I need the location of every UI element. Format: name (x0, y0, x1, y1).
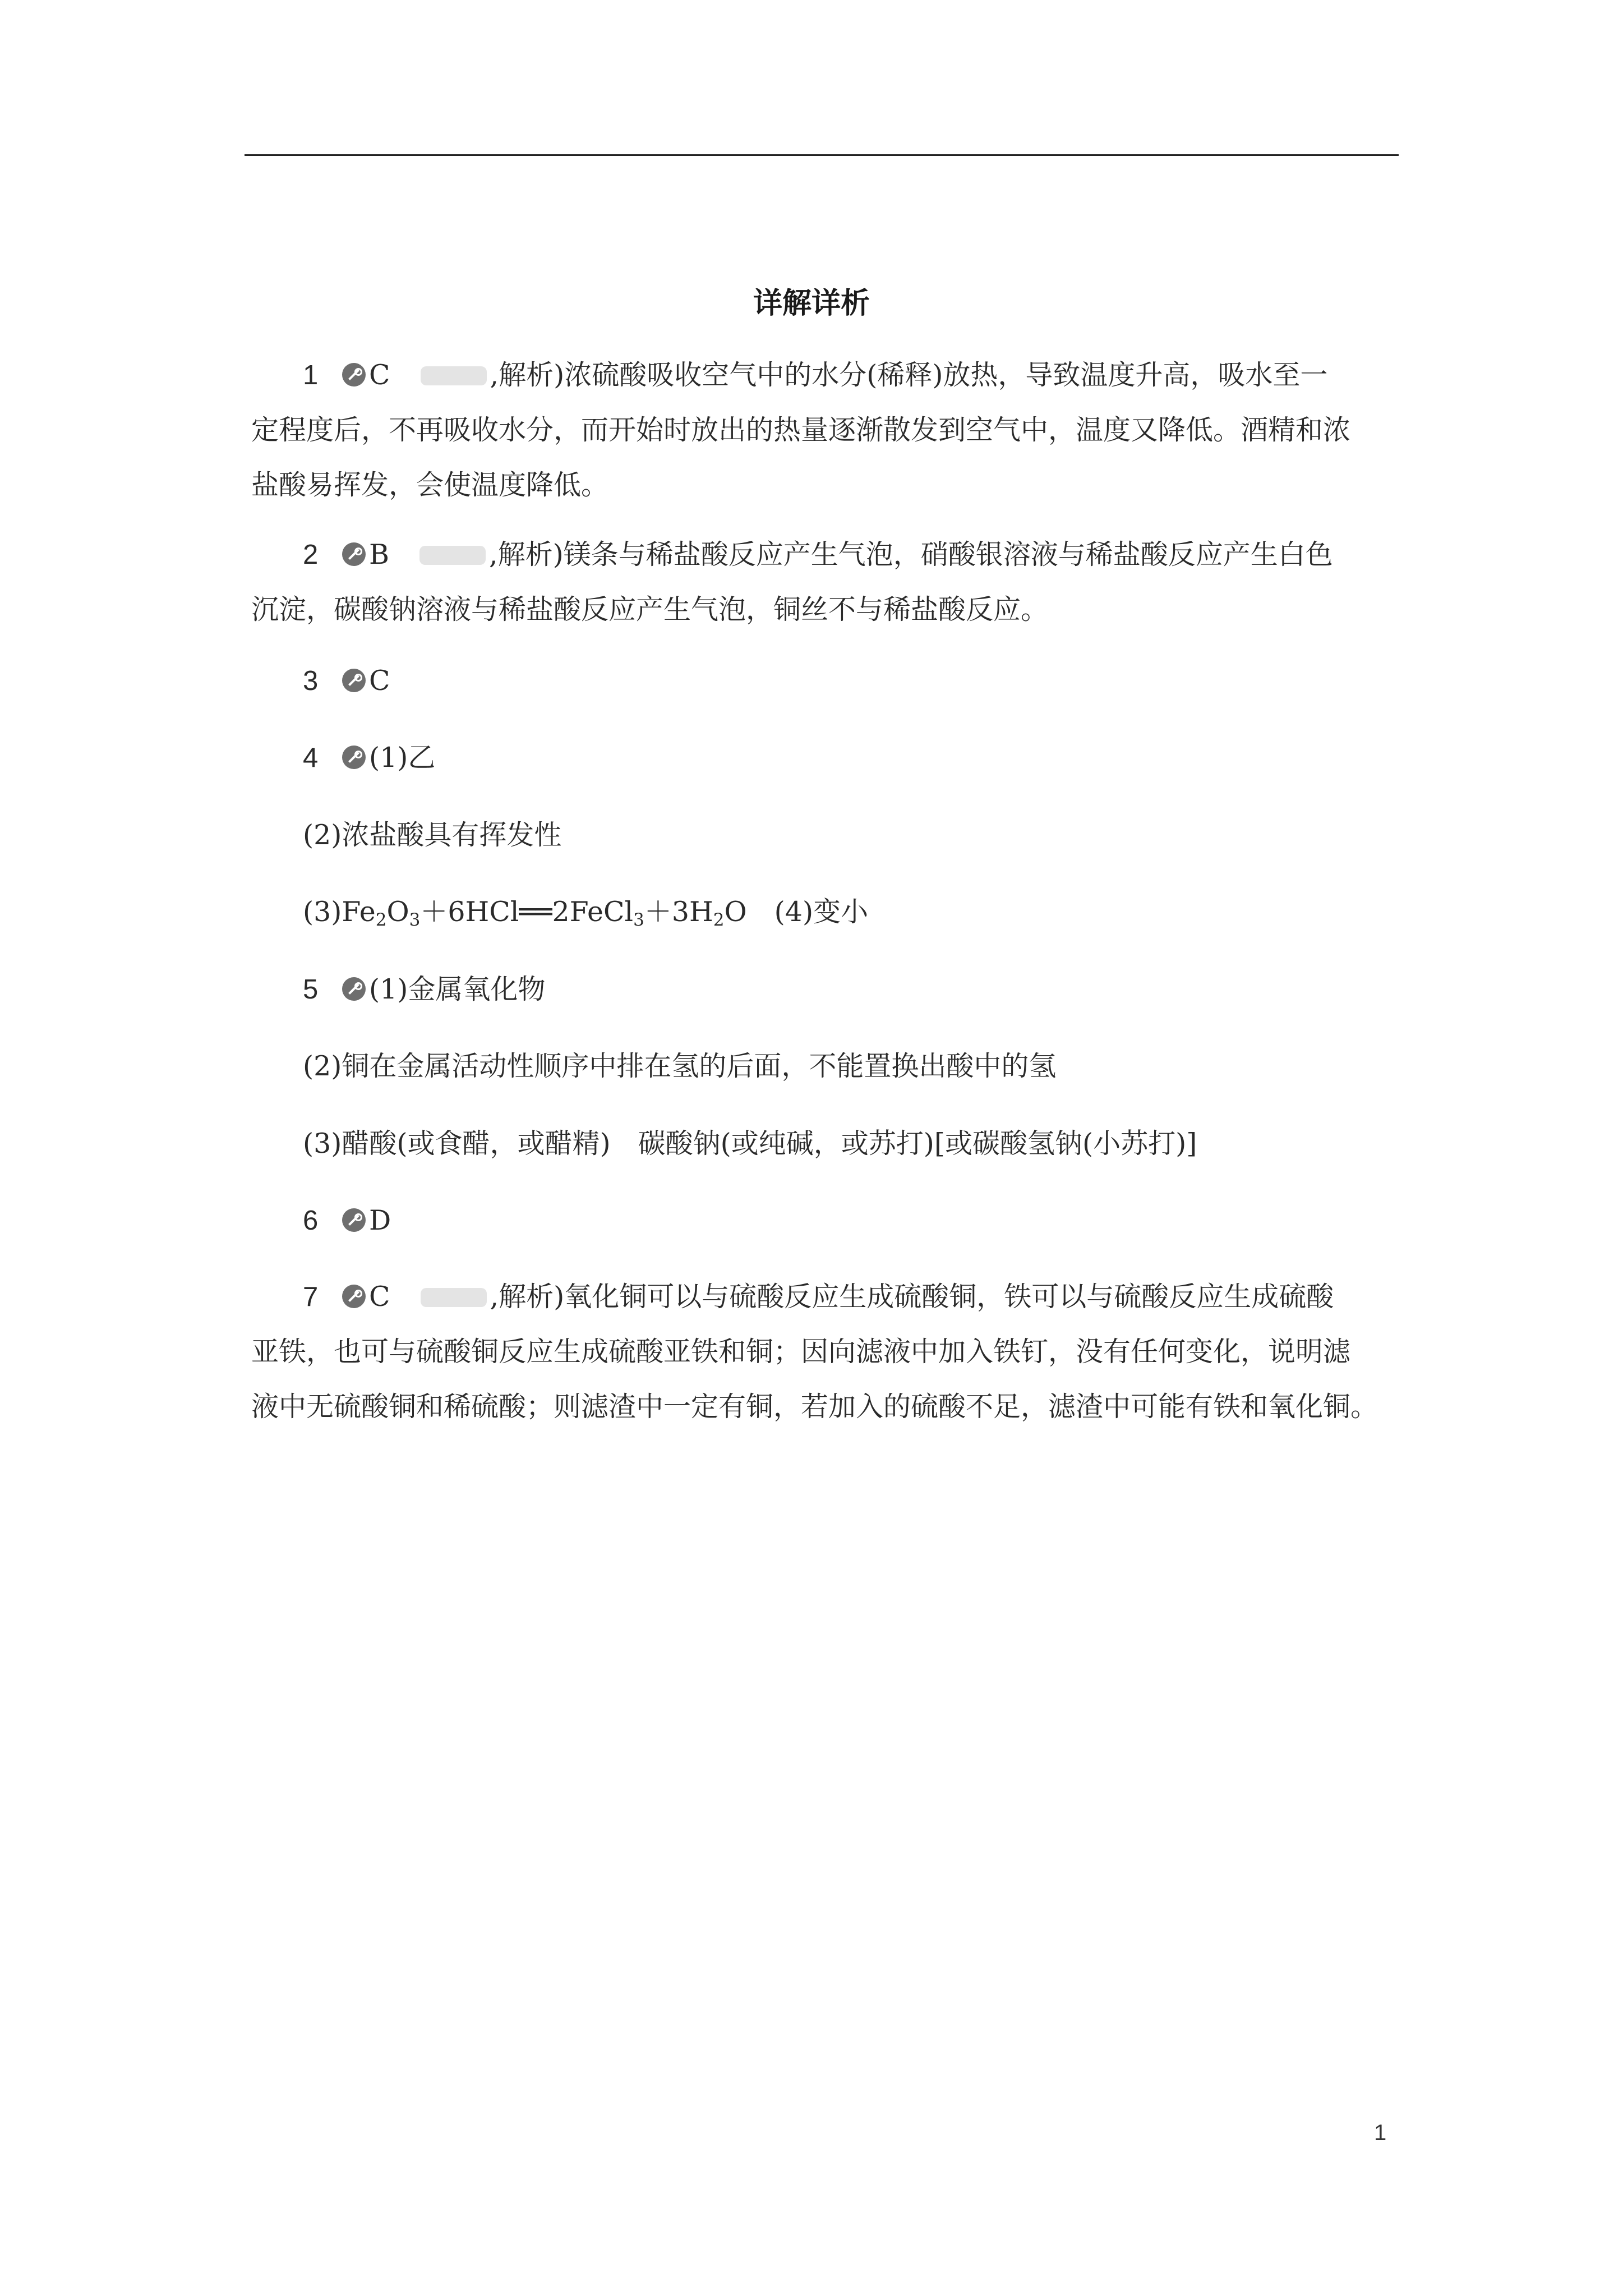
answer-item-3 (251, 654, 1395, 708)
item-number: 6 (303, 1205, 319, 1236)
answer-item-6 (251, 1193, 1395, 1248)
blank-placeholder (421, 366, 487, 385)
key-icon (342, 977, 366, 1001)
analysis-text: 沉淀，碳酸钠溶液与稀盐酸反应产生气泡，铜丝不与稀盐酸反应。 (251, 593, 1049, 625)
subscript: 3 (633, 910, 644, 930)
item-number: 4 (303, 743, 319, 773)
answer-part: (3)醋酸(或食醋，或醋精) 碳酸钠(或纯碱，或苏打)[或碳酸氢钠(小苏打)] (303, 1128, 1197, 1159)
analysis-label: ,解析) (489, 539, 564, 570)
blank-placeholder (419, 546, 486, 565)
answer-line (251, 527, 1395, 582)
answer-part: (2)铜在金属活动性顺序中排在氢的后面，不能置换出酸中的氢 (303, 1050, 1057, 1082)
answer-part: (1)金属氧化物 (369, 973, 546, 1005)
key-icon (342, 746, 366, 769)
item-number: 2 (303, 540, 319, 570)
item-number: 1 (303, 360, 319, 390)
equation-text: O (386, 896, 409, 928)
analysis-text: 液中无硫酸铜和稀硫酸；则滤渣中一定有铜，若加入的硫酸不足，滤渣中可能有铁和氧化铜。 (251, 1391, 1378, 1423)
key-icon (342, 363, 366, 386)
analysis-label: ,解析) (490, 359, 565, 391)
answer-part: (2)浓盐酸具有挥发性 (303, 819, 562, 851)
answer-item-4-part-3 (251, 885, 1395, 947)
chemical-equation (251, 885, 1395, 947)
analysis-label: ,解析) (490, 1281, 565, 1313)
key-icon (342, 669, 366, 692)
subscript: 3 (409, 910, 421, 930)
equation-text: (3)Fe (303, 896, 376, 928)
answer-part: (1)乙 (369, 742, 436, 774)
answer-item-5-part-3 (251, 1116, 1395, 1171)
answer-item-5 (251, 962, 1395, 1017)
analysis-text: 亚铁，也可与硫酸铜反应生成硫酸亚铁和铜；因向滤液中加入铁钉，没有任何变化，说明滤 (251, 1336, 1351, 1368)
analysis-text: 定程度后，不再吸收水分，而开始时放出的热量逐渐散发到空气中，温度又降低。酒精和浓 (251, 414, 1351, 446)
answer-item-7 (251, 1269, 1395, 1434)
answer-line (251, 654, 1395, 708)
answer-line (251, 348, 1395, 403)
equation-text: ＋6HCl══2FeCl (420, 896, 634, 928)
analysis-text: 浓硫酸吸收空气中的水分(稀释)放热，导致温度升高，吸水至一 (564, 359, 1328, 391)
equation-text: O (4)变小 (724, 896, 869, 928)
answer-choice: D (369, 1204, 391, 1236)
header-rule (245, 154, 1399, 156)
page-title: 详解详析 (753, 287, 870, 320)
answer-line (251, 1193, 1395, 1248)
answer-item-5-part-2 (251, 1039, 1395, 1094)
item-number: 7 (303, 1282, 319, 1312)
key-icon (342, 1285, 366, 1308)
answer-line (251, 962, 1395, 1017)
answer-choice: C (369, 1281, 390, 1313)
answer-item-4-part-2 (251, 808, 1395, 863)
analysis-text: 盐酸易挥发，会使温度降低。 (251, 469, 609, 501)
page-number: 1 (1374, 2120, 1387, 2145)
answer-line (251, 1269, 1395, 1324)
answer-choice: C (369, 665, 390, 697)
answer-item-1 (251, 348, 1395, 513)
blank-placeholder (421, 1288, 487, 1307)
subscript: 2 (375, 910, 387, 930)
answer-item-4 (251, 730, 1395, 785)
key-icon (342, 1208, 366, 1232)
answer-choice: B (369, 539, 390, 570)
answer-line (251, 730, 1395, 785)
item-number: 3 (303, 666, 319, 696)
answer-item-2 (251, 527, 1395, 637)
answer-choice: C (369, 359, 390, 391)
analysis-text: 氧化铜可以与硫酸反应生成硫酸铜，铁可以与硫酸反应生成硫酸 (564, 1281, 1334, 1313)
item-number: 5 (303, 974, 319, 1005)
equation-text: ＋3H (644, 896, 713, 928)
analysis-text: 镁条与稀盐酸反应产生气泡，硝酸银溶液与稀盐酸反应产生白色 (563, 539, 1333, 570)
subscript: 2 (713, 910, 725, 930)
key-icon (342, 542, 366, 566)
